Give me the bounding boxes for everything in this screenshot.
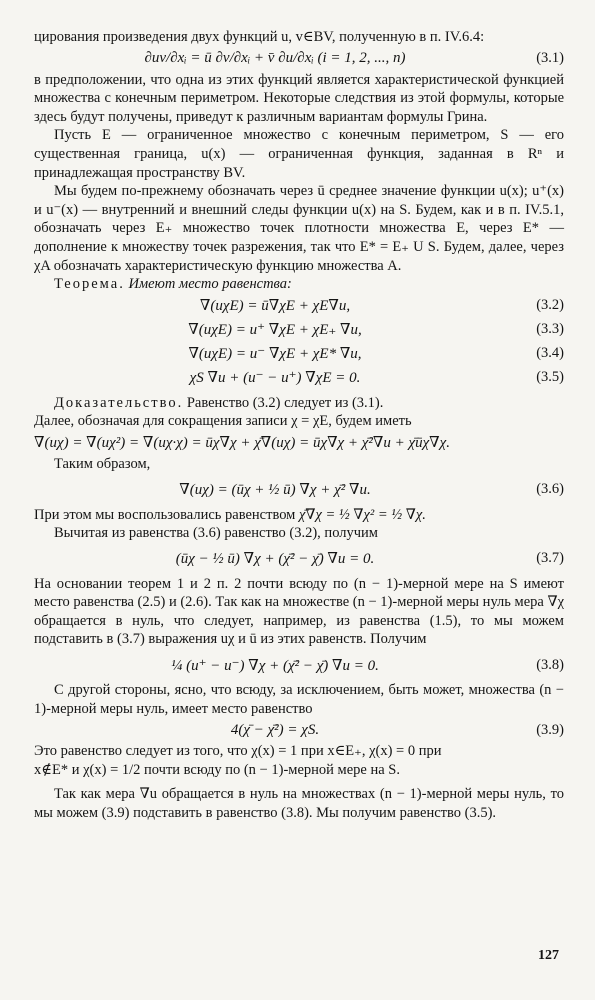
equation-body: ∇(uχ) = (ūχ + ½ ū) ∇χ + χ̄² ∇u. — [179, 482, 371, 498]
equation-3-1 — [34, 47, 564, 71]
equation-3-5 — [34, 366, 564, 390]
equation-3-4 — [34, 342, 564, 366]
paragraph: Пусть E — ограниченное множество с конечным периметром, S — его существенная граница, u(x) — ограниченная функция, заданная в Rⁿ и принадлежащая пространству BV. — [34, 127, 564, 181]
equation-body: 4(χ̄ − χ̄²) = χS. — [230, 721, 320, 738]
equation-body: ∇(uχE) = ū∇χE + χE∇u, — [199, 298, 351, 315]
theorem — [34, 275, 564, 294]
equation-line — [34, 431, 564, 455]
page-body — [34, 28, 564, 823]
page-number: 127 — [538, 948, 559, 963]
paragraph: С другой стороны, ясно, что всюду, за исключением, быть может, множества (n − 1)-мерной меры нуль, имеет место равенство — [34, 682, 564, 717]
equation-number: (3.4) — [536, 345, 564, 362]
equation-3-6 — [34, 474, 564, 506]
equation-3-7 — [34, 543, 564, 575]
equation-number: (3.7) — [536, 550, 564, 567]
equation-3-8 — [34, 649, 564, 681]
equation-number: (3.5) — [536, 369, 564, 386]
equation-number: (3.1) — [536, 50, 564, 67]
equation-body: ∇(uχE) = u⁻ ∇χE + χE* ∇u, — [188, 346, 362, 363]
paragraph: Мы будем по-прежнему обозначать через ū среднее значение функции u(x); u⁺(x) и u⁻(x) — внутренний и внешний следы функции u(x) на S. Будем, как и в п. IV.5.1, обозначать через E₊ множество точек плотности множества E, через E* — дополнение к множеству точек разрежения, так что E* = E₊ U S. Будем, далее, через χA обозначать характеристическую функцию множества A. — [34, 183, 564, 274]
paragraph: На основании теорем 1 и 2 п. 2 почти всюду по (n − 1)-мерной мере на S имеют место равенства (2.5) и (2.6). Так как на множестве (n − 1)-мерной меры нуль мера ∇χ обращается в нуль, что следует, например, из равенства (1.5), то мы можем подставить в (3.7) выражения uχ и ū из этих равенств. Получим — [34, 575, 565, 648]
paragraph: Вычитая из равенства (3.6) равенство (3.2), получим — [54, 525, 378, 542]
equation-number: (3.9) — [536, 721, 564, 738]
paragraph: Это равенство следует из того, что χ(x) = 1 при x∈E₊, χ(x) = 0 при — [34, 743, 442, 760]
proof — [34, 394, 564, 413]
paragraph: x∉E* и χ(x) = 1/2 почти всюду по (n − 1)-мерной мере на S. — [34, 761, 400, 778]
equation-body: (ūχ − ½ ū) ∇χ + (χ̄² − χ̄) ∇u = 0. — [175, 551, 375, 568]
paragraph-text: При этом мы воспользовались равенством — [34, 506, 296, 523]
equation-body: ∂uv/∂xᵢ = ū ∂v/∂xᵢ + v̄ ∂u/∂xᵢ (i = 1, 2, ..., n) — [144, 50, 406, 67]
equation-number: (3.6) — [536, 481, 564, 497]
theorem-heading: Теорема. — [54, 276, 125, 293]
paragraph: цирования произведения двух функций u, v∈BV, полученную в п. IV.6.4: — [34, 29, 485, 45]
equation-number: (3.8) — [536, 656, 564, 673]
equation-number: (3.3) — [536, 321, 564, 338]
theorem-text: Имеют место равенства: — [128, 276, 292, 293]
equation-number: (3.2) — [536, 297, 564, 314]
paragraph: Так как мера ∇u обращается в нуль на множествах (n − 1)-мерной меры нуль, то мы можем (3.9) подставить в равенство (3.8). Мы получим равенство (3.5). — [34, 786, 564, 822]
paragraph: в предположении, что одна из этих функций является характеристической функцией множества с конечным периметром. Некоторые следствия из этой формулы, которые здесь будут получены, приведут к различным вариантам формулы Грина. — [34, 71, 564, 125]
equation-body: ∇(uχ) = ∇(uχ²) = ∇(uχ·χ) = ūχ∇χ + χ̄∇(uχ) = ūχ∇χ + χ̄²∇u + χ̄ūχ∇χ. — [34, 435, 450, 452]
equation-3-9 — [34, 718, 564, 742]
inline-equation: χ̄∇χ = ½ ∇χ² = ½ ∇χ. — [298, 506, 426, 523]
equation-body: χS ∇u + (u⁻ − u⁺) ∇χE = 0. — [189, 370, 361, 387]
proof-heading: Доказательство. — [54, 394, 184, 411]
proof-text: Равенство (3.2) следует из (3.1). — [186, 394, 384, 411]
paragraph: Далее, обозначая для сокращения записи χ = χE, будем иметь — [34, 413, 412, 430]
equation-3-3 — [34, 318, 564, 342]
equation-body: ∇(uχE) = u⁺ ∇χE + χE₊ ∇u, — [188, 322, 362, 339]
equation-3-2 — [34, 294, 564, 318]
paragraph — [34, 506, 564, 525]
paragraph: Таким образом, — [54, 455, 151, 472]
equation-body: ¼ (u⁺ − u⁻) ∇χ + (χ̄² − χ̄) ∇u = 0. — [171, 657, 379, 674]
